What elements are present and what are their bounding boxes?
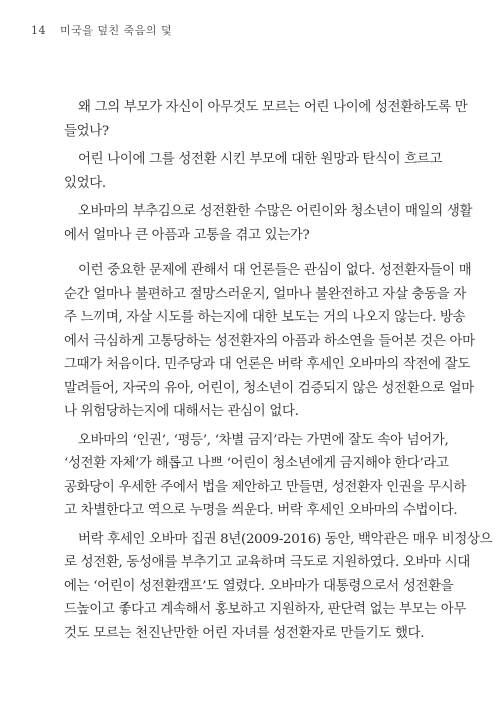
text-line: 오바마의 ‘인권’, ‘평등’, ‘차별 금지’라는 가면에 잘도 속아 넘어가,: [78, 432, 449, 448]
text-line: 있었다.: [64, 175, 106, 191]
text-line: 들었나?: [64, 123, 109, 139]
paragraph: [64, 429, 467, 523]
paragraph: [64, 528, 493, 646]
text-line: 그때가 처음이다. 민주당과 대 언론은 버락 후세인 오바마의 작전에 잘도: [64, 357, 470, 372]
text-line: 에서 극심하게 고통당하는 성전환자의 아픔과 하소연을 들어본 것은 아마: [64, 333, 475, 349]
page-number: 14: [31, 24, 46, 37]
text-line: 버락 후세인 오바마 집권 8년(2009-2016) 동안, 백악관은 매우 비정상으: [78, 531, 493, 547]
text-line: ‘성전환 자체’가 해롭고 나쁘 ‘어린이 청소년에게 금지해야 한다’라고: [64, 456, 449, 471]
text-line: 순간 얼마나 불편하고 절망스러운지, 얼마나 불완전하고 자살 충동을 자: [64, 286, 467, 302]
text-line: 말려들어, 자국의 유아, 어린이, 청소년이 검증되지 않은 성전환으로 얼마: [64, 380, 474, 396]
paragraph: [64, 96, 468, 143]
text-line: 이런 중요한 문제에 관해서 대 언론들은 관심이 없다. 성전환자들이 매: [78, 263, 472, 278]
running-header: [31, 22, 172, 38]
text-line: 에는 ‘어린이 성전환캠프’도 열렸다. 오바마가 대통령으로서 성전환을: [64, 578, 454, 594]
text-line: 공화당이 우세한 주에서 법을 제안하고 만들면, 성전환자 인권을 무시하: [64, 479, 467, 495]
running-title: 미국을 덮친 죽음의 덫: [60, 24, 173, 37]
text-line: 고 차별한다고 역으로 누명을 씌운다. 버락 후세인 오바마의 수법이다.: [64, 503, 458, 518]
text-line: 드높이고 좋다고 계속해서 홍보하고 지원하자, 판단력 없는 부모는 아무: [64, 602, 467, 617]
text-line: 오바마의 부추김으로 성전환한 수많은 어린이와 청소년이 매일의 생활: [78, 204, 473, 219]
paragraph: [64, 148, 443, 195]
text-block-questions: [64, 96, 473, 252]
text-line: 주 느끼며, 자살 시도를 하는지에 대한 보도는 거의 나오지 않는다. 방송: [64, 310, 466, 325]
text-line: 왜 그의 부모가 자신이 아무것도 모르는 어린 나이에 성전환하도록 만: [78, 100, 468, 115]
paragraph: [64, 259, 475, 424]
text-block-body: [64, 259, 493, 650]
text-line: 로 성전환, 동성애를 부추기고 교육하며 극도로 지원하였다. 오바마 시대: [64, 555, 470, 570]
text-line: 나 위험당하는지에 대해서는 관심이 없다.: [64, 404, 299, 419]
text-line: 어린 나이에 그를 성전환 시킨 부모에 대한 원망과 탄식이 흐르고: [78, 152, 443, 167]
paragraph: [64, 200, 473, 247]
text-line: 것도 모르는 천진난만한 어린 자녀를 성전환자로 만들기도 했다.: [64, 625, 425, 641]
text-line: 에서 얼마나 큰 아픔과 고통을 겪고 있는가?: [64, 227, 310, 243]
